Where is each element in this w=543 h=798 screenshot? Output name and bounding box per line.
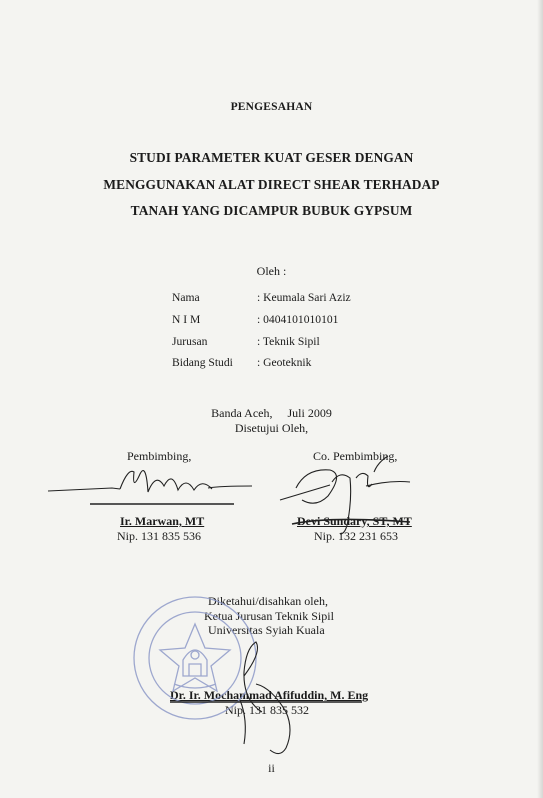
- official-stamp: [134, 597, 256, 719]
- info-value-nim: : 0404101010101: [257, 313, 339, 326]
- info-value-department: : Teknik Sipil: [257, 335, 320, 348]
- head-name: Dr. Ir. Mochammad Afifuddin, M. Eng: [170, 688, 369, 702]
- approved-by-label: Disetujui Oleh,: [234, 421, 309, 435]
- thesis-title-line-3: TANAH YANG DICAMPUR BUBUK GYPSUM: [130, 203, 413, 218]
- place-date: Banda Aceh, Juli 2009: [211, 406, 332, 420]
- university-name: Universitas Syiah Kuala: [208, 623, 325, 637]
- head-title: Ketua Jurusan Teknik Sipil: [204, 609, 334, 623]
- supervisor-nip: Nip. 131 835 536: [117, 529, 201, 543]
- co-supervisor-nip: Nip. 132 231 653: [314, 529, 398, 543]
- head-nip: Nip. 131 835 532: [225, 703, 309, 717]
- by-label: Oleh :: [256, 264, 287, 278]
- info-label-department: Jurusan: [172, 335, 208, 348]
- page-heading: PENGESAHAN: [230, 101, 313, 113]
- head-signature: [170, 642, 362, 754]
- info-label-name: Nama: [172, 291, 200, 304]
- thesis-title-line-1: STUDI PARAMETER KUAT GESER DENGAN: [129, 150, 414, 165]
- supervisor-signature: [48, 471, 252, 504]
- co-supervisor-signature: [280, 456, 410, 534]
- supervisor-role: Pembimbing,: [127, 449, 192, 463]
- acknowledged-label: Diketahui/disahkan oleh,: [208, 594, 328, 608]
- thesis-title-line-2: MENGGUNAKAN ALAT DIRECT SHEAR TERHADAP: [103, 177, 440, 192]
- co-supervisor-name: Devi Sundary, ST, MT: [297, 514, 412, 528]
- co-supervisor-role: Co. Pembimbing,: [313, 449, 398, 463]
- info-value-name: : Keumala Sari Aziz: [257, 291, 351, 304]
- info-label-field: Bidang Studi: [172, 356, 233, 369]
- supervisor-name: Ir. Marwan, MT: [120, 514, 205, 528]
- info-label-nim: N I M: [172, 313, 201, 326]
- info-value-field: : Geoteknik: [257, 356, 312, 369]
- page-number: ii: [268, 761, 275, 775]
